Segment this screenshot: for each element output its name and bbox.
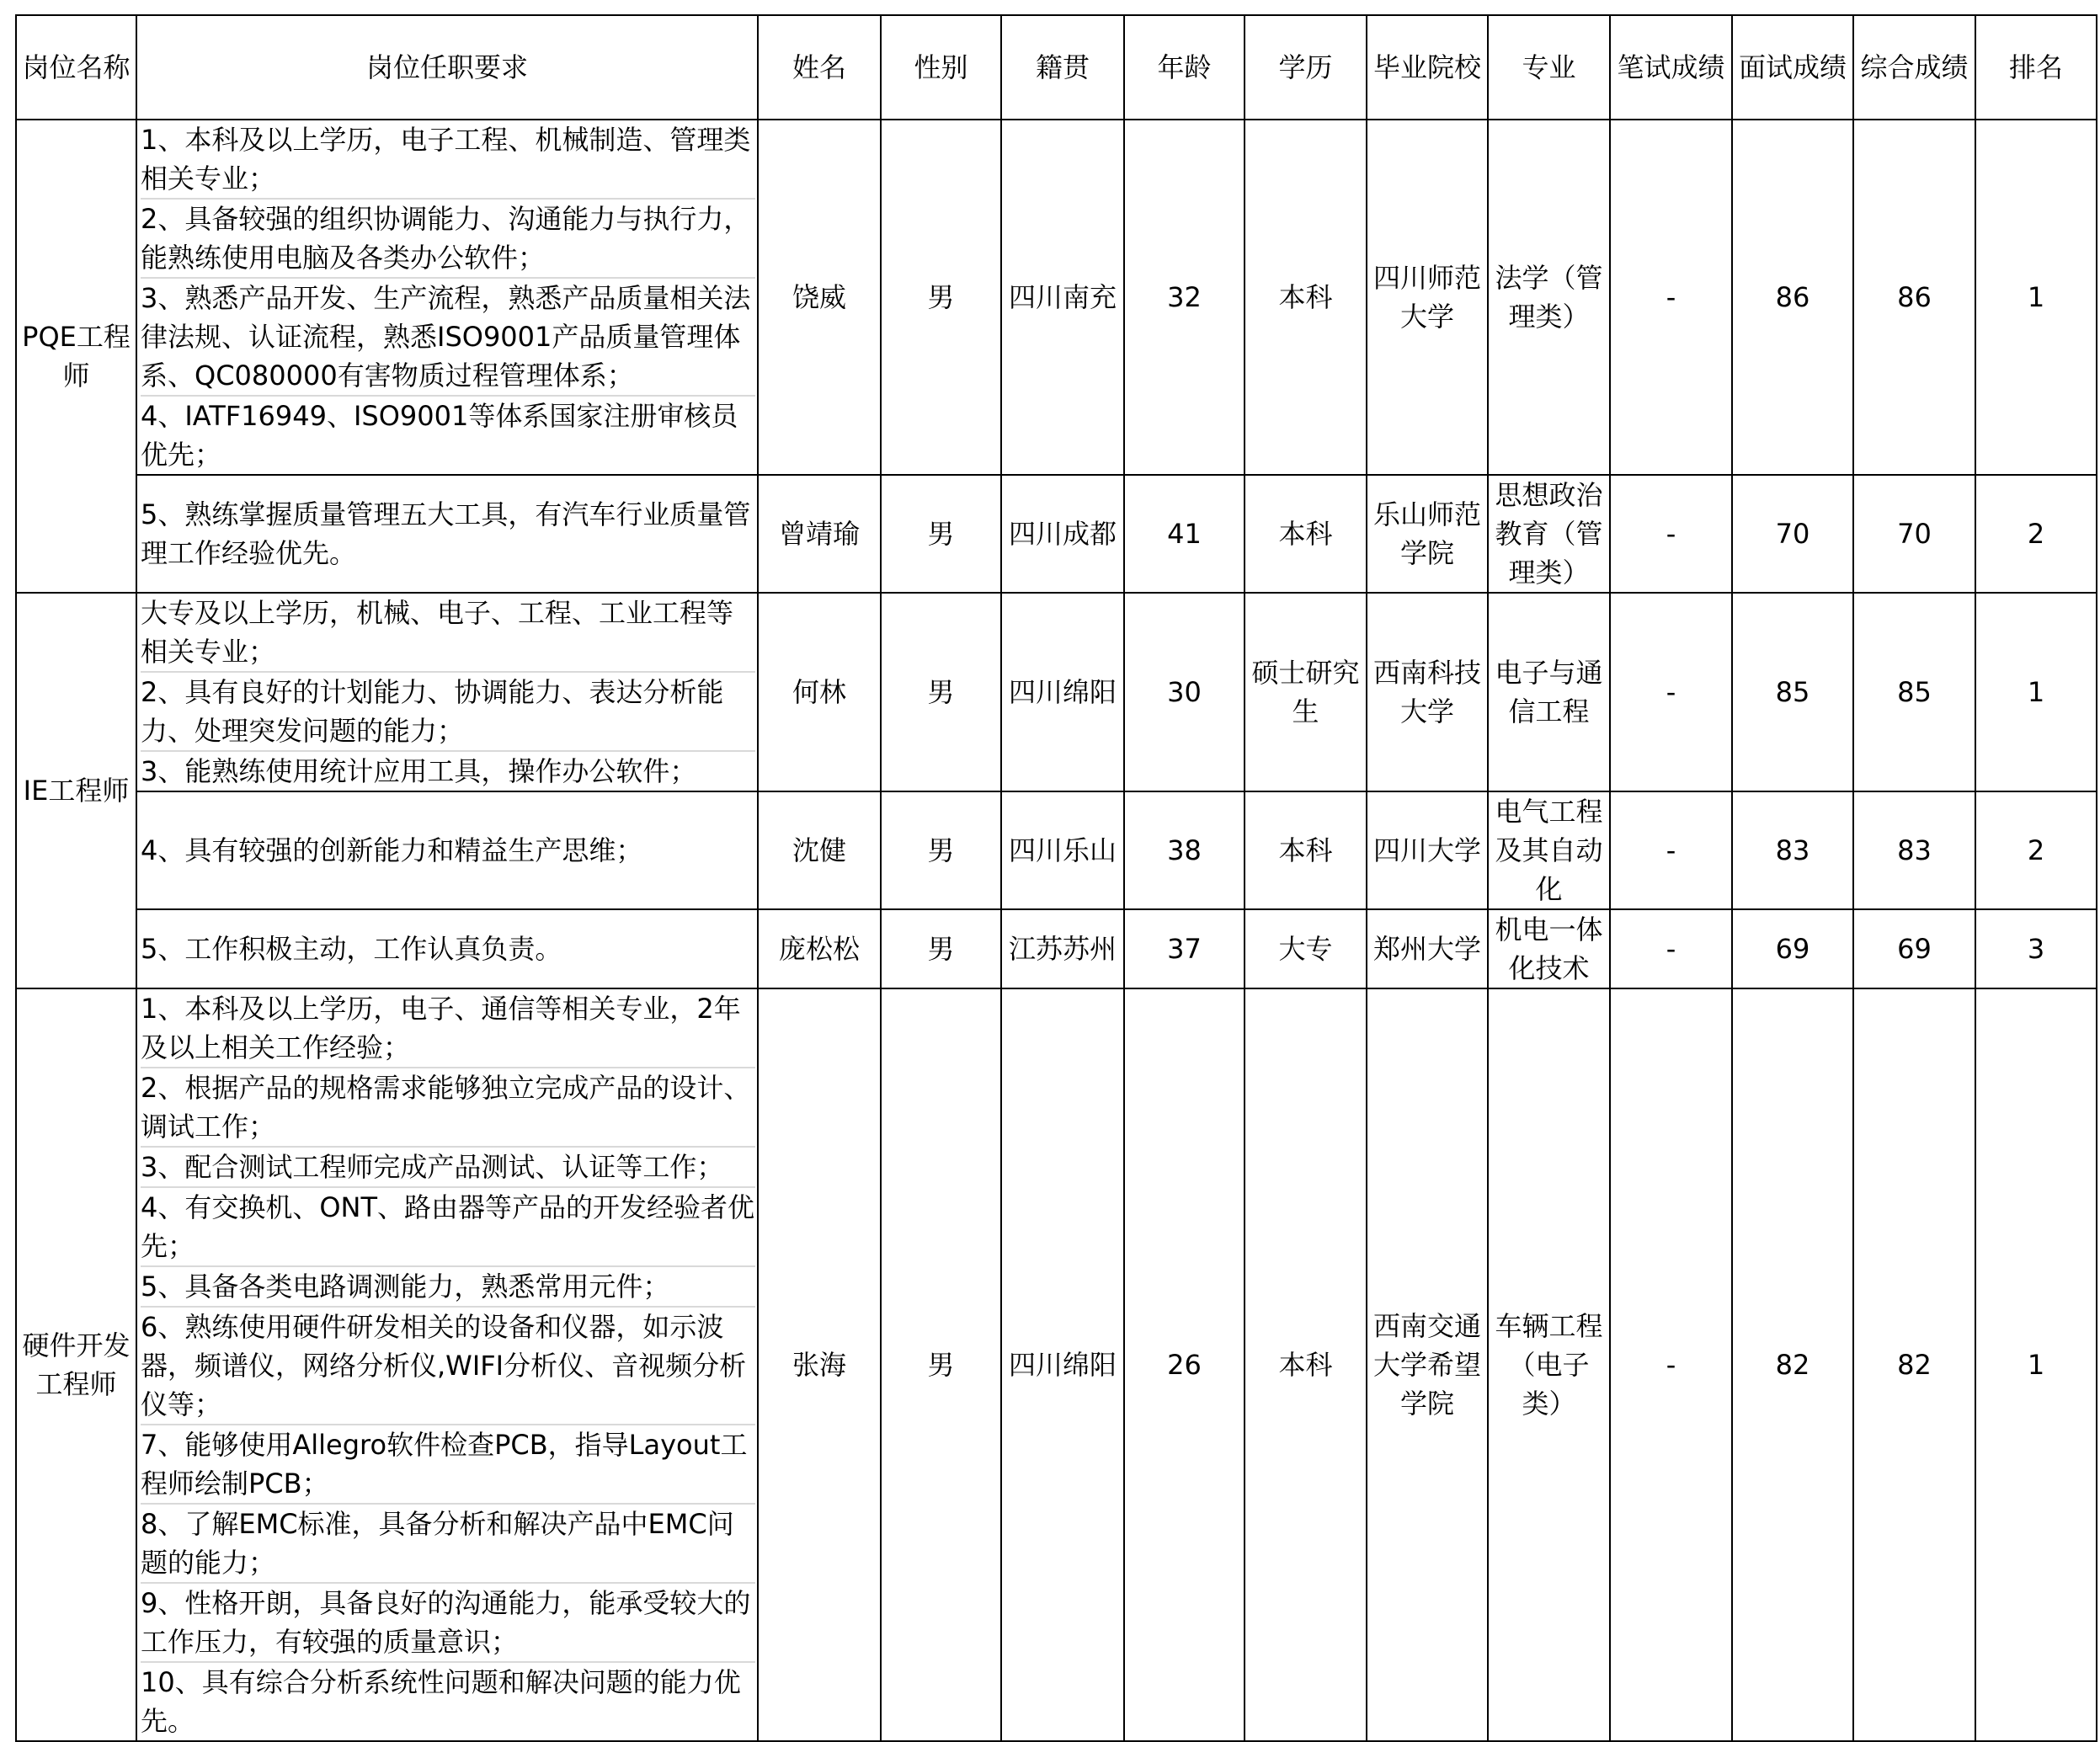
candidate-education: 本科	[1245, 475, 1367, 593]
requirement-line: 3、配合测试工程师完成产品测试、认证等工作；	[141, 1148, 755, 1188]
candidate-results-table	[15, 14, 2097, 1742]
position-cell: PQE工程师	[16, 120, 136, 593]
header-cell: 排名	[1975, 15, 2097, 120]
rank: 2	[1975, 791, 2097, 909]
candidate-name: 曾靖瑜	[758, 475, 881, 593]
total-score: 83	[1853, 791, 1975, 909]
header-row	[16, 15, 2097, 120]
requirements-cell	[136, 593, 758, 791]
candidate-major: 车辆工程（电子类）	[1488, 988, 1610, 1741]
candidate-age: 32	[1124, 120, 1245, 475]
candidate-education: 大专	[1245, 909, 1367, 988]
requirement-line: 2、具备较强的组织协调能力、沟通能力与执行力，能熟练使用电脑及各类办公软件；	[141, 200, 755, 279]
total-score: 85	[1853, 593, 1975, 791]
requirement-line: 6、熟练使用硬件研发相关的设备和仪器，如示波器，频谱仪，网络分析仪,WIFI分析仪、音视频分析仪等；	[141, 1308, 755, 1425]
header-cell: 专业	[1488, 15, 1610, 120]
candidate-school: 西南交通大学希望学院	[1367, 988, 1488, 1741]
interview-score: 86	[1732, 120, 1853, 475]
interview-score: 82	[1732, 988, 1853, 1741]
candidate-age: 38	[1124, 791, 1245, 909]
position-cell: IE工程师	[16, 593, 136, 988]
requirement-line: 2、根据产品的规格需求能够独立完成产品的设计、调试工作；	[141, 1068, 755, 1148]
table-row	[16, 791, 2097, 909]
candidate-age: 30	[1124, 593, 1245, 791]
requirement-line: 8、了解EMC标准，具备分析和解决产品中EMC问题的能力；	[141, 1505, 755, 1584]
written-score: -	[1610, 791, 1732, 909]
header-cell: 面试成绩	[1732, 15, 1853, 120]
position-cell: 硬件开发工程师	[16, 988, 136, 1741]
candidate-hometown: 四川绵阳	[1001, 593, 1124, 791]
header-cell: 姓名	[758, 15, 881, 120]
total-score: 82	[1853, 988, 1975, 1741]
candidate-name: 张海	[758, 988, 881, 1741]
candidate-education: 硕士研究生	[1245, 593, 1367, 791]
candidate-gender: 男	[881, 593, 1001, 791]
candidate-name: 饶威	[758, 120, 881, 475]
candidate-hometown: 四川绵阳	[1001, 988, 1124, 1741]
candidate-name: 何林	[758, 593, 881, 791]
header-cell: 性别	[881, 15, 1001, 120]
header-cell: 综合成绩	[1853, 15, 1975, 120]
rank: 1	[1975, 593, 2097, 791]
written-score: -	[1610, 120, 1732, 475]
requirement-line: 3、能熟练使用统计应用工具，操作办公软件；	[141, 755, 697, 787]
candidate-major: 法学（管理类）	[1488, 120, 1610, 475]
candidate-gender: 男	[881, 791, 1001, 909]
requirement-line: 7、能够使用Allegro软件检查PCB，指导Layout工程师绘制PCB；	[141, 1425, 755, 1505]
results-sheet	[15, 14, 2097, 1742]
candidate-name: 庞松松	[758, 909, 881, 988]
candidate-school: 四川师范大学	[1367, 120, 1488, 475]
interview-score: 70	[1732, 475, 1853, 593]
table-row	[16, 988, 2097, 1741]
written-score: -	[1610, 988, 1732, 1741]
written-score: -	[1610, 593, 1732, 791]
total-score: 69	[1853, 909, 1975, 988]
total-score: 86	[1853, 120, 1975, 475]
requirement-line: 1、本科及以上学历，电子工程、机械制造、管理类相关专业；	[141, 120, 755, 200]
requirement-line: 3、熟悉产品开发、生产流程，熟悉产品质量相关法律法规、认证流程，熟悉ISO9001产品质量管理体系、QC080000有害物质过程管理体系；	[141, 279, 755, 397]
table-row	[16, 909, 2097, 988]
candidate-name: 沈健	[758, 791, 881, 909]
requirement-line: 10、具有综合分析系统性问题和解决问题的能力优先。	[141, 1666, 741, 1737]
table-row	[16, 120, 2097, 475]
candidate-major: 电气工程及其自动化	[1488, 791, 1610, 909]
header-cell: 岗位名称	[16, 15, 136, 120]
requirement-line: 5、熟练掌握质量管理五大工具，有汽车行业质量管理工作经验优先。	[141, 498, 751, 569]
candidate-education: 本科	[1245, 120, 1367, 475]
header-cell: 毕业院校	[1367, 15, 1488, 120]
requirements-cell	[136, 475, 758, 593]
candidate-gender: 男	[881, 909, 1001, 988]
candidate-hometown: 江苏苏州	[1001, 909, 1124, 988]
rank: 2	[1975, 475, 2097, 593]
requirement-line: 4、具有较强的创新能力和精益生产思维；	[141, 834, 643, 866]
interview-score: 83	[1732, 791, 1853, 909]
candidate-school: 郑州大学	[1367, 909, 1488, 988]
candidate-hometown: 四川南充	[1001, 120, 1124, 475]
candidate-hometown: 四川成都	[1001, 475, 1124, 593]
header-cell: 岗位任职要求	[136, 15, 758, 120]
table-row	[16, 593, 2097, 791]
candidate-age: 26	[1124, 988, 1245, 1741]
candidate-gender: 男	[881, 120, 1001, 475]
requirement-line: 5、工作积极主动，工作认真负责。	[141, 933, 562, 965]
requirement-line: 2、具有良好的计划能力、协调能力、表达分析能力、处理突发问题的能力；	[141, 673, 755, 752]
candidate-school: 乐山师范学院	[1367, 475, 1488, 593]
candidate-gender: 男	[881, 988, 1001, 1741]
interview-score: 69	[1732, 909, 1853, 988]
candidate-age: 37	[1124, 909, 1245, 988]
requirements-cell	[136, 120, 758, 475]
candidate-major: 思想政治教育（管理类）	[1488, 475, 1610, 593]
requirement-line: 大专及以上学历，机械、电子、工程、工业工程等相关专业；	[141, 594, 755, 673]
requirement-line: 9、性格开朗，具备良好的沟通能力，能承受较大的工作压力，有较强的质量意识；	[141, 1584, 755, 1663]
requirement-line: 4、IATF16949、ISO9001等体系国家注册审核员优先；	[141, 400, 738, 471]
requirements-cell	[136, 791, 758, 909]
requirements-cell	[136, 988, 758, 1741]
candidate-age: 41	[1124, 475, 1245, 593]
total-score: 70	[1853, 475, 1975, 593]
candidate-gender: 男	[881, 475, 1001, 593]
interview-score: 85	[1732, 593, 1853, 791]
candidate-school: 西南科技大学	[1367, 593, 1488, 791]
rank: 1	[1975, 988, 2097, 1741]
written-score: -	[1610, 475, 1732, 593]
header-cell: 笔试成绩	[1610, 15, 1732, 120]
candidate-hometown: 四川乐山	[1001, 791, 1124, 909]
header-cell: 学历	[1245, 15, 1367, 120]
rank: 3	[1975, 909, 2097, 988]
requirement-line: 5、具备各类电路调测能力，熟悉常用元件；	[141, 1267, 755, 1308]
table-row	[16, 475, 2097, 593]
requirements-cell	[136, 909, 758, 988]
candidate-school: 四川大学	[1367, 791, 1488, 909]
written-score: -	[1610, 909, 1732, 988]
rank: 1	[1975, 120, 2097, 475]
header-cell: 年龄	[1124, 15, 1245, 120]
header-cell: 籍贯	[1001, 15, 1124, 120]
candidate-major: 机电一体化技术	[1488, 909, 1610, 988]
candidate-major: 电子与通信工程	[1488, 593, 1610, 791]
candidate-education: 本科	[1245, 988, 1367, 1741]
requirement-line: 1、本科及以上学历，电子、通信等相关专业，2年及以上相关工作经验；	[141, 989, 755, 1068]
candidate-education: 本科	[1245, 791, 1367, 909]
requirement-line: 4、有交换机、ONT、路由器等产品的开发经验者优先；	[141, 1188, 755, 1267]
